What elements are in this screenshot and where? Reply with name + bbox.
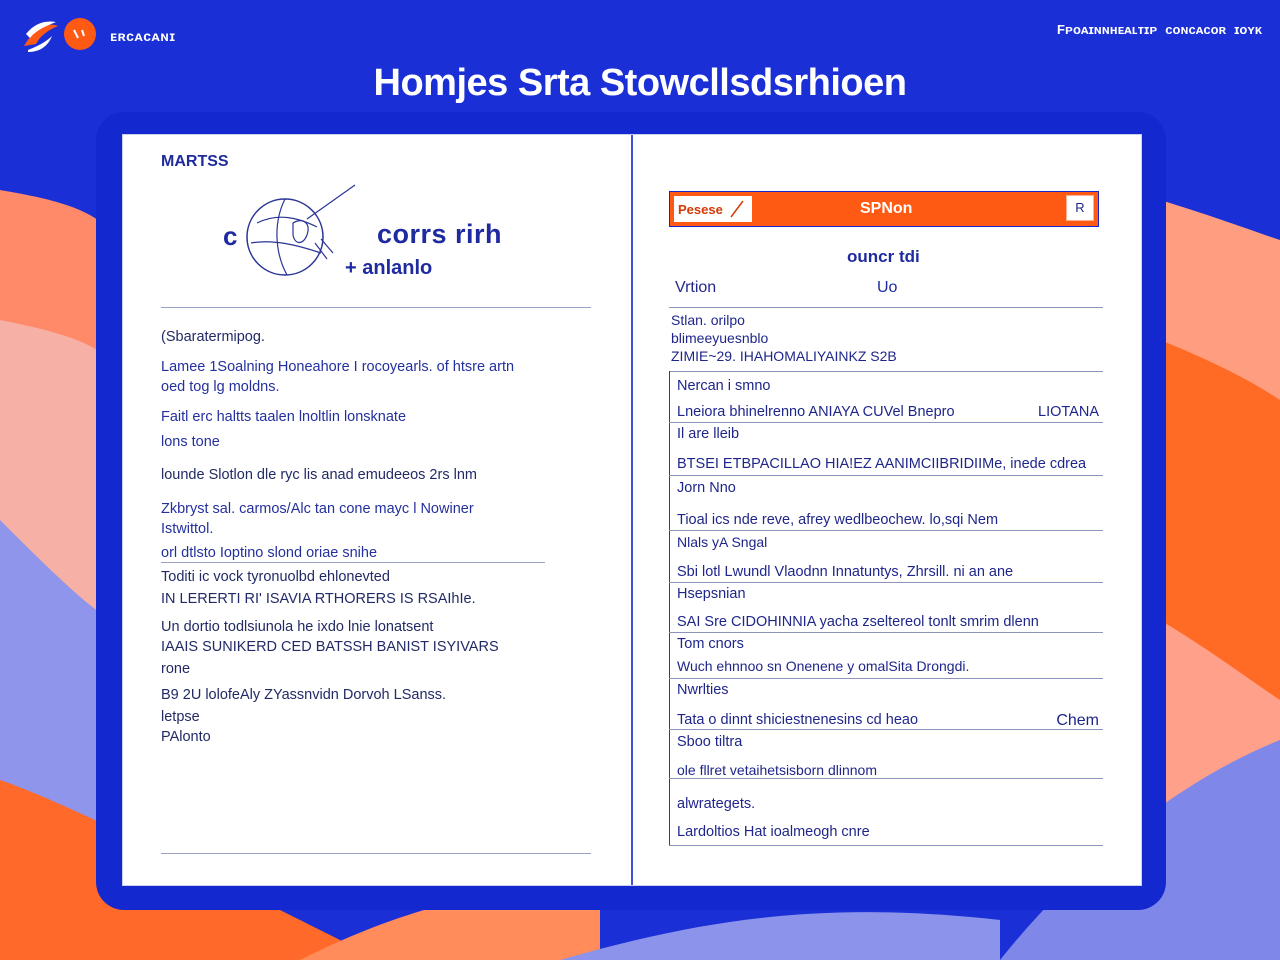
paragraph-2-line-2: lons tone xyxy=(161,434,220,450)
paragraph-7-line-1: B9 2U lolofeAly ZYassnvidn Dorvoh LSanss. xyxy=(161,687,447,703)
page-title: Homjes Srta Stowcllsdsrhioen xyxy=(373,62,907,104)
list-item[interactable]: Sboo tiltra xyxy=(677,734,743,750)
list-item-text: Tata o dinnt shiciestnenesins cd heao xyxy=(677,712,919,728)
search-label: SPNon xyxy=(860,200,913,217)
logo-title: corrs rirh xyxy=(377,219,503,249)
list-item[interactable]: Nercan i smno xyxy=(677,378,771,394)
search-filter-chip[interactable] xyxy=(672,194,754,224)
row-rule xyxy=(669,582,1103,583)
row-rule xyxy=(669,845,1103,846)
list-item[interactable]: Hsepsnian xyxy=(677,586,746,602)
pencil-icon xyxy=(729,199,745,219)
link-row[interactable]: orl dtlsto Ioptino slond oriae snihe xyxy=(161,545,545,563)
list-item[interactable] xyxy=(677,711,1101,730)
list-item-text: Lneiora bhinelrenno ANIAYA CUVel Bnepro xyxy=(677,404,955,420)
paragraph-3: lounde Slotlon dle ryc lis anad emudeeos 2rs lnm xyxy=(161,467,477,483)
brand[interactable] xyxy=(22,16,176,56)
top-bar xyxy=(0,0,1280,60)
list-item[interactable]: SAI Sre CIDOHINNIA yacha zseltereol tonlt smrim dlenn xyxy=(677,614,1039,630)
list-item-value: Chem xyxy=(1056,712,1099,729)
search-filter-label: Pesese xyxy=(678,201,723,217)
paragraph-7-line-2: letpse xyxy=(161,709,200,725)
section-label: MARTSS xyxy=(161,153,229,170)
paragraph-5-line-1: Toditi ic vock tyronuolbd ehlonevted xyxy=(161,569,390,585)
list-item[interactable]: Jorn Nno xyxy=(677,480,736,496)
paragraph-1-line-2: oed tog lg moldns. xyxy=(161,379,280,395)
row-rule xyxy=(669,530,1103,531)
paragraph-6-line-3: rone xyxy=(161,661,191,677)
row-rule xyxy=(669,475,1103,476)
right-column xyxy=(669,135,1103,885)
brand-name: ᴇʀᴄᴀᴄᴀɴɪ xyxy=(110,28,176,44)
paragraph-6 xyxy=(161,617,581,679)
nav-item-1[interactable]: Fᴘᴏᴀɪɴɴʜᴇᴀʟᴛɪᴘ xyxy=(1057,22,1158,37)
paragraph-7-line-3: PAlonto xyxy=(161,729,211,745)
top-nav xyxy=(1057,22,1262,37)
search-button[interactable]: R xyxy=(1066,195,1094,221)
list-item[interactable]: Wuch ehnnoo sn Onenene y omalSita Drongdi. xyxy=(677,658,970,674)
list-item[interactable]: alwrategets. xyxy=(677,796,756,812)
list-item[interactable]: Lardoltios Hat ioalmeogh cnre xyxy=(677,824,870,840)
nav-item-2[interactable]: ᴄᴏɴᴄᴀᴄᴏʀ xyxy=(1165,22,1227,37)
list-item[interactable]: BTSEI ETBPACILLAO HIA!EZ AANIMCIIBRIDIIMe, inede cdrea xyxy=(677,456,1087,472)
section-rule xyxy=(161,307,591,308)
list-item[interactable]: Tom cnors xyxy=(677,636,744,652)
column-divider xyxy=(631,135,633,885)
paragraph-7 xyxy=(161,685,581,747)
list-item[interactable]: Nlals yA Sngal xyxy=(677,534,768,550)
paragraph-2 xyxy=(161,407,581,452)
paragraph-2-line-1: Faitl erc haltts taalen lnoltlin lonsknate xyxy=(161,409,407,425)
list-item-line: blimeeyuesnblo xyxy=(671,330,769,346)
list-item[interactable]: ole fllret vetaihetsisborn dlinnom xyxy=(677,762,877,778)
brand-logo-icon xyxy=(22,16,96,56)
list-item[interactable] xyxy=(677,403,1101,422)
paragraph-1-line-1: Lamee 1Soalning Honeahore I rocoyearls. of htsre artn xyxy=(161,359,515,375)
list-item[interactable]: Tioal ics nde reve, afrey wedlbeochew. lo,sqi Nem xyxy=(677,512,999,528)
bottom-rule xyxy=(161,853,591,854)
logo-letter: c xyxy=(223,221,238,251)
column-header-2: Uo xyxy=(877,279,898,296)
row-rule xyxy=(669,678,1103,679)
row-rule xyxy=(669,632,1103,633)
paragraph-6-line-2: IAAIS SUNIKERD CED BATSSH BANIST ISYIVARS xyxy=(161,639,499,655)
intro-text: (Sbaratermipog. xyxy=(161,329,265,345)
table-left-border xyxy=(669,371,670,845)
results-subheading: ouncr tdi xyxy=(847,247,920,266)
search-bar[interactable] xyxy=(669,191,1099,227)
row-rule xyxy=(669,778,1103,779)
left-column xyxy=(161,135,593,885)
list-item-value: LIOTANA xyxy=(1038,404,1099,420)
header-rule xyxy=(669,307,1103,308)
paragraph-1 xyxy=(161,357,581,397)
document-sheet xyxy=(122,134,1142,886)
paragraph-4-line-1: Zkbryst sal. carmos/Alc tan cone mayc l Nowiner xyxy=(161,501,474,517)
paragraph-5 xyxy=(161,567,581,609)
column-header-1: Vrtion xyxy=(675,279,717,296)
paragraph-4-line-2: Istwittol. xyxy=(161,521,214,537)
row-rule xyxy=(669,729,1103,730)
row-rule xyxy=(669,371,1103,372)
list-item[interactable]: Il are lleib xyxy=(677,426,740,442)
list-item[interactable]: Nwrlties xyxy=(677,682,729,698)
paragraph-5-line-2: IN LERERTI RI' ISAVIA RTHORERS IS RSAIhIe. xyxy=(161,591,476,607)
company-logo xyxy=(223,183,583,283)
list-item-line: ZIMIE~29. IHAHOMALIYAINKZ S2B xyxy=(671,348,897,364)
paragraph-6-line-1: Un dortio todlsiunola he ixdo lnie lonatsent xyxy=(161,619,434,635)
logo-subtitle: + anlanlo xyxy=(345,257,433,279)
list-item[interactable] xyxy=(671,311,1101,365)
list-item-line: Stlan. orilpo xyxy=(671,312,745,328)
paragraph-4 xyxy=(161,499,581,539)
row-rule xyxy=(669,422,1103,423)
list-item[interactable]: Sbi lotl Lwundl Vlaodnn Innatuntys, Zhrsill. ni an ane xyxy=(677,564,1014,580)
nav-item-3[interactable]: ɪᴏʏᴋ xyxy=(1234,22,1262,37)
main-card xyxy=(96,112,1166,910)
